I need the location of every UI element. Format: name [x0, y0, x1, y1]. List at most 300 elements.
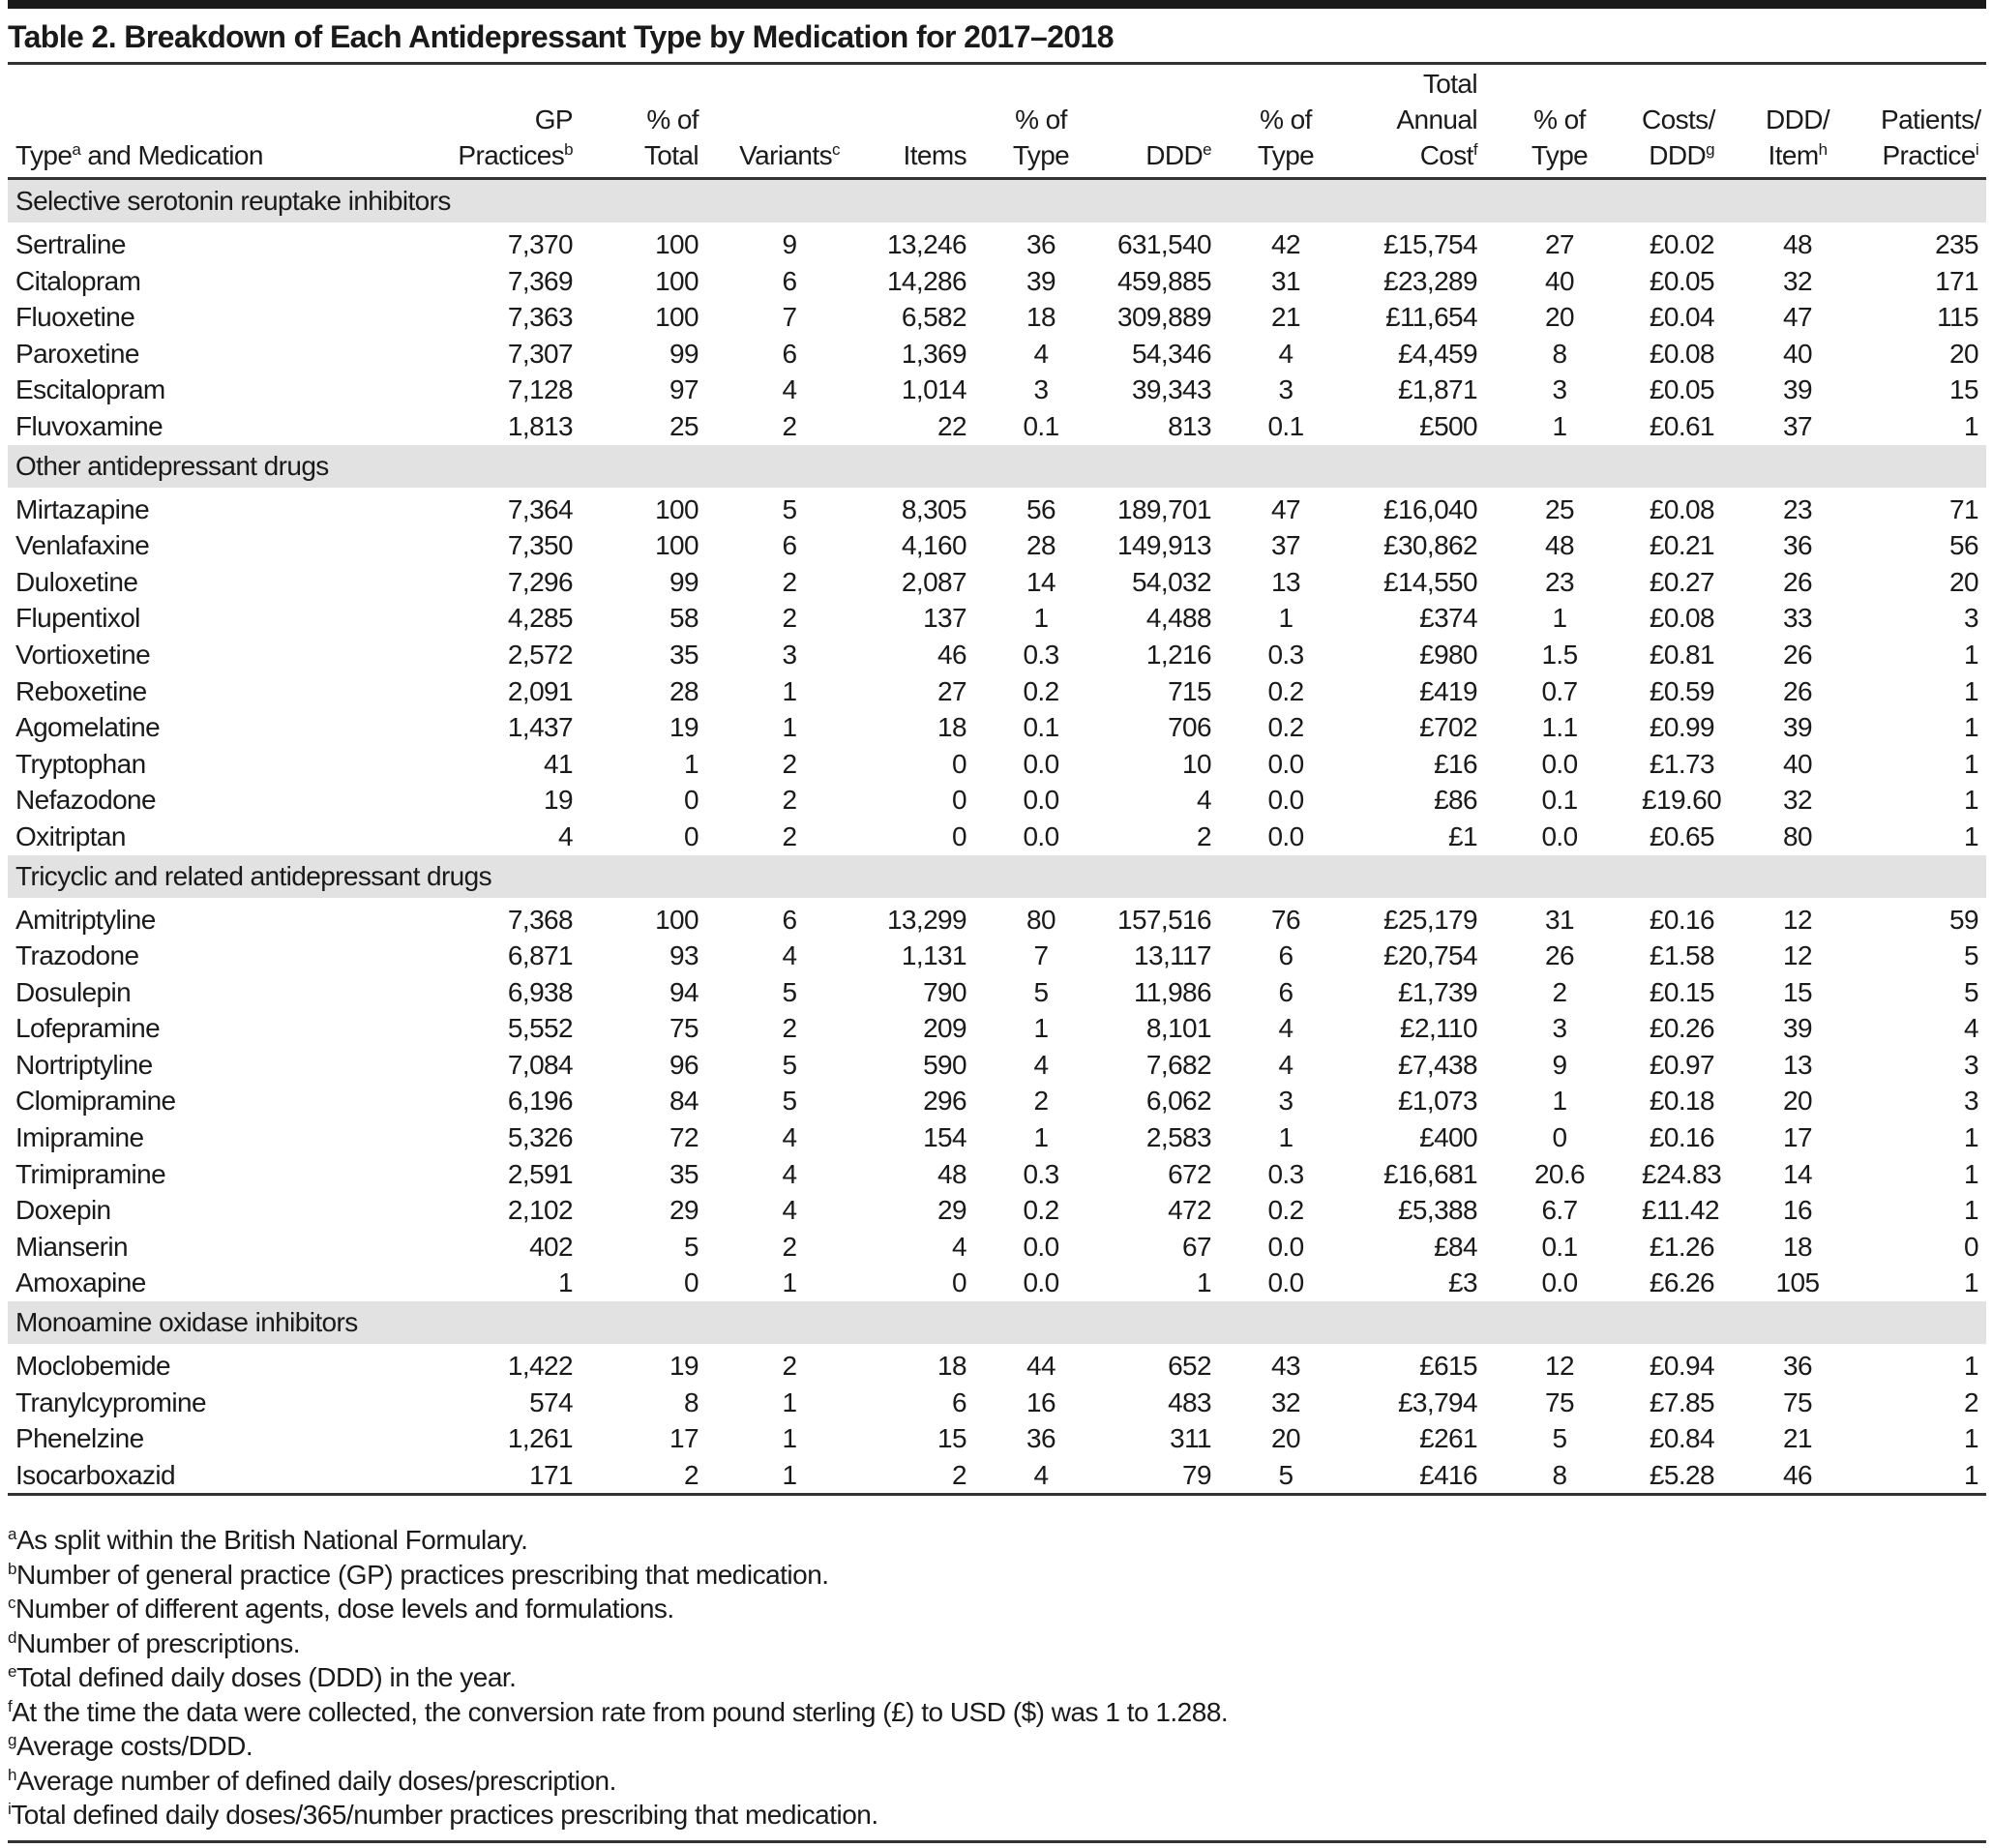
cell-patients-per-practice: 235 — [1935, 229, 1978, 259]
footnote — [8, 1660, 1228, 1695]
cell-pct-type-cost: 0.0 — [1541, 820, 1578, 851]
cell-gp-practices: 2,091 — [507, 675, 573, 706]
cell-ddd: 6,062 — [1145, 1086, 1211, 1117]
cell-type-medication: Mirtazapine — [15, 493, 150, 524]
header-text: Variants — [739, 140, 832, 170]
footnote-text: Number of prescriptions. — [15, 1627, 300, 1658]
cell-items: 6,582 — [901, 302, 966, 333]
header-label — [1115, 137, 1211, 173]
cell-items: 1,131 — [901, 940, 966, 971]
section-title: Monoamine oxidase inhibitors — [8, 1301, 1986, 1344]
cell-pct-type-ddd: 0.2 — [1267, 1195, 1304, 1226]
table-row — [8, 1010, 1986, 1047]
cell-pct-type-cost: 25 — [1545, 493, 1574, 524]
cell-pct-type-cost: 48 — [1545, 530, 1574, 561]
cell-pct-type-cost: 0.1 — [1541, 785, 1578, 816]
cell-variants: 2 — [782, 566, 797, 597]
header-type-medication — [8, 66, 445, 179]
footnote-marker: b — [8, 1559, 16, 1578]
cell-total-annual-cost: £7,438 — [1397, 1049, 1477, 1080]
cell-type-medication: Venlafaxine — [15, 530, 150, 561]
cell-costs-per-ddd: £0.84 — [1649, 1423, 1714, 1454]
cell-total-annual-cost: £416 — [1419, 1459, 1477, 1490]
cell-pct-type-ddd: 5 — [1278, 1459, 1293, 1490]
cell-pct-type-items: 0.0 — [1023, 1231, 1059, 1262]
cell-ddd-per-item: 36 — [1783, 530, 1812, 561]
cell-patients-per-practice: 1 — [1964, 1195, 1978, 1226]
cell-pct-type-ddd: 21 — [1271, 302, 1300, 333]
header-label — [1642, 137, 1714, 173]
cell-ddd: 54,032 — [1131, 566, 1211, 597]
cell-ddd: 4 — [1197, 785, 1211, 816]
cell-total-annual-cost: £14,550 — [1383, 566, 1477, 597]
cell-type-medication: Reboxetine — [15, 675, 147, 706]
cell-variants: 2 — [782, 1351, 797, 1382]
cell-variants: 9 — [782, 229, 797, 259]
footnote — [8, 1523, 1228, 1558]
cell-pct-type-items: 0.3 — [1023, 639, 1059, 670]
cell-gp-practices: 574 — [529, 1386, 573, 1417]
table-row — [8, 938, 1986, 974]
cell-total-annual-cost: £980 — [1419, 639, 1477, 670]
cell-pct-total: 93 — [669, 940, 699, 971]
cell-pct-type-items: 14 — [1026, 566, 1055, 597]
cell-pct-type-ddd: 0.3 — [1267, 1158, 1304, 1189]
cell-items: 15 — [937, 1423, 966, 1454]
cell-pct-type-ddd: 1 — [1278, 1122, 1293, 1153]
cell-total-annual-cost: £1,871 — [1397, 374, 1477, 405]
cell-items: 209 — [923, 1013, 966, 1044]
cell-costs-per-ddd: £1.73 — [1649, 748, 1714, 779]
cell-type-medication: Moclobemide — [15, 1351, 170, 1382]
cell-items: 18 — [937, 1351, 966, 1382]
cell-pct-total: 94 — [669, 976, 699, 1007]
cell-ddd-per-item: 21 — [1783, 1423, 1812, 1454]
cell-total-annual-cost: £23,289 — [1383, 265, 1477, 296]
cell-items: 27 — [937, 675, 966, 706]
cell-pct-type-ddd: 13 — [1271, 566, 1300, 597]
cell-pct-type-cost: 12 — [1545, 1351, 1574, 1382]
cell-pct-type-ddd: 0.1 — [1267, 410, 1304, 441]
footnote-marker: a — [8, 1525, 16, 1543]
header-line: % of — [1533, 104, 1586, 134]
cell-pct-type-ddd: 4 — [1278, 1013, 1293, 1044]
cell-costs-per-ddd: £0.08 — [1649, 493, 1714, 524]
cell-variants: 3 — [782, 639, 797, 670]
cell-costs-per-ddd: £0.97 — [1649, 1049, 1714, 1080]
cell-items: 1,369 — [901, 338, 966, 369]
cell-costs-per-ddd: £11.42 — [1642, 1195, 1719, 1226]
cell-gp-practices: 4 — [558, 820, 573, 851]
cell-ddd: 189,701 — [1116, 493, 1211, 524]
footnote-marker: a — [72, 140, 81, 159]
footnote — [8, 1592, 1228, 1626]
title-rule — [8, 62, 1986, 65]
cell-pct-type-items: 16 — [1026, 1386, 1055, 1417]
cell-variants: 4 — [782, 374, 797, 405]
cell-patients-per-practice: 3 — [1964, 1086, 1978, 1117]
header-text: Item — [1768, 140, 1819, 170]
cell-pct-type-cost: 9 — [1552, 1049, 1567, 1080]
cell-total-annual-cost: £419 — [1419, 675, 1477, 706]
cell-costs-per-ddd: £1.58 — [1649, 940, 1714, 971]
footnote-text: Total defined daily doses (DDD) in the year. — [15, 1662, 517, 1692]
cell-pct-type-ddd: 0.2 — [1267, 675, 1304, 706]
cell-variants: 2 — [782, 1231, 797, 1262]
cell-ddd-per-item: 14 — [1783, 1158, 1812, 1189]
cell-ddd: 2,583 — [1145, 1122, 1211, 1153]
cell-pct-type-items: 18 — [1026, 302, 1055, 333]
cell-costs-per-ddd: £0.08 — [1649, 338, 1714, 369]
cell-pct-total: 25 — [669, 410, 699, 441]
table-row — [8, 673, 1986, 710]
cell-total-annual-cost: £16,681 — [1383, 1158, 1477, 1189]
section-row — [8, 179, 1986, 224]
cell-pct-type-cost: 20 — [1545, 302, 1574, 333]
cell-gp-practices: 171 — [529, 1459, 573, 1490]
cell-ddd-per-item: 32 — [1783, 265, 1812, 296]
header-variants — [706, 66, 873, 179]
cell-pct-type-cost: 40 — [1545, 265, 1574, 296]
cell-items: 137 — [923, 603, 966, 634]
cell-pct-type-ddd: 76 — [1271, 904, 1300, 935]
cell-gp-practices: 1,261 — [507, 1423, 573, 1454]
cell-ddd: 157,516 — [1116, 904, 1211, 935]
cell-costs-per-ddd: £0.59 — [1649, 675, 1714, 706]
cell-pct-type-items: 0.1 — [1023, 410, 1059, 441]
section-title: Tricyclic and related antidepressant drugs — [8, 855, 1986, 898]
cell-ddd-per-item: 105 — [1775, 1267, 1820, 1298]
cell-ddd-per-item: 48 — [1783, 229, 1812, 259]
cell-ddd-per-item: 16 — [1783, 1195, 1812, 1226]
cell-ddd-per-item: 26 — [1783, 675, 1812, 706]
cell-pct-type-cost: 1 — [1552, 1086, 1567, 1117]
cell-items: 8,305 — [901, 493, 966, 524]
cell-variants: 1 — [782, 675, 797, 706]
cell-variants: 2 — [782, 1013, 797, 1044]
cell-variants: 2 — [782, 785, 797, 816]
cell-type-medication: Oxitriptan — [15, 820, 126, 851]
cell-items: 29 — [937, 1195, 966, 1226]
cell-pct-type-items: 0.0 — [1023, 748, 1059, 779]
antidepressant-table — [8, 66, 1986, 1496]
cell-type-medication: Isocarboxazid — [15, 1459, 175, 1490]
cell-pct-type-items: 4 — [1033, 1049, 1049, 1080]
cell-costs-per-ddd: £24.83 — [1642, 1158, 1722, 1189]
cell-type-medication: Fluoxetine — [15, 302, 135, 333]
cell-ddd-per-item: 12 — [1783, 940, 1812, 971]
cell-pct-type-ddd: 42 — [1271, 229, 1300, 259]
header-total-annual-cost — [1353, 66, 1485, 179]
cell-patients-per-practice: 5 — [1964, 976, 1978, 1007]
top-rule — [8, 0, 1986, 9]
cell-pct-total: 100 — [655, 229, 699, 259]
cell-total-annual-cost: £400 — [1419, 1122, 1477, 1153]
cell-variants: 1 — [782, 1386, 797, 1417]
bottom-rule — [8, 1495, 1986, 1497]
cell-variants: 6 — [782, 265, 797, 296]
cell-ddd: 472 — [1168, 1195, 1211, 1226]
cell-items: 0 — [952, 820, 966, 851]
cell-ddd: 4,488 — [1145, 603, 1211, 634]
cell-pct-type-items: 1 — [1033, 603, 1049, 634]
cell-variants: 5 — [782, 493, 797, 524]
cell-ddd-per-item: 23 — [1783, 493, 1812, 524]
footnote-text: As split within the British National Formulary. — [15, 1525, 528, 1555]
cell-variants: 4 — [782, 1195, 797, 1226]
cell-ddd: 54,346 — [1131, 338, 1211, 369]
header-pct-total — [580, 66, 706, 179]
footnote-text: Total defined daily doses/365/number practices prescribing that medication. — [11, 1800, 878, 1830]
table-row — [8, 902, 1986, 939]
cell-items: 13,246 — [886, 229, 966, 259]
cell-pct-type-ddd: 43 — [1271, 1351, 1300, 1382]
table-row — [8, 746, 1986, 783]
cell-pct-type-items: 7 — [1033, 940, 1049, 971]
header-label — [1730, 137, 1865, 173]
cell-pct-type-items: 0.3 — [1023, 1158, 1059, 1189]
cell-pct-total: 99 — [669, 566, 699, 597]
cell-patients-per-practice: 1 — [1964, 1423, 1978, 1454]
cell-pct-type-cost: 2 — [1552, 976, 1567, 1007]
cell-pct-type-items: 4 — [1033, 1459, 1049, 1490]
cell-total-annual-cost: £374 — [1419, 603, 1477, 634]
cell-ddd-per-item: 39 — [1783, 712, 1812, 743]
cell-costs-per-ddd: £0.94 — [1649, 1351, 1714, 1382]
cell-pct-type-cost: 23 — [1545, 566, 1574, 597]
cell-pct-total: 58 — [669, 603, 699, 634]
footnote — [8, 1798, 1228, 1833]
footnote — [8, 1558, 1228, 1593]
cell-items: 296 — [923, 1086, 966, 1117]
header-label — [1227, 137, 1345, 173]
cell-ddd-per-item: 39 — [1783, 1013, 1812, 1044]
header-line: GP — [534, 104, 573, 134]
header-ddd-per-item — [1722, 66, 1873, 179]
cell-pct-type-cost: 5 — [1552, 1423, 1567, 1454]
cell-items: 4 — [952, 1231, 966, 1262]
cell-ddd: 7,682 — [1145, 1049, 1211, 1080]
table-row — [8, 263, 1986, 300]
cell-pct-type-cost: 0 — [1552, 1122, 1567, 1153]
cell-total-annual-cost: £3,794 — [1397, 1386, 1477, 1417]
cell-pct-type-ddd: 0.3 — [1267, 639, 1304, 670]
cell-items: 2 — [952, 1459, 966, 1490]
cell-ddd-per-item: 32 — [1783, 785, 1812, 816]
header-pct-type-cost — [1485, 66, 1634, 179]
header-text: and Medication — [80, 140, 263, 170]
table-row — [8, 1348, 1986, 1385]
cell-pct-type-ddd: 0.0 — [1267, 1231, 1304, 1262]
cell-variants: 4 — [782, 940, 797, 971]
cell-patients-per-practice: 4 — [1964, 1013, 1978, 1044]
cell-costs-per-ddd: £0.21 — [1649, 530, 1714, 561]
cell-pct-total: 35 — [669, 639, 699, 670]
cell-total-annual-cost: £615 — [1419, 1351, 1477, 1382]
cell-pct-type-cost: 0.0 — [1541, 748, 1578, 779]
cell-type-medication: Trazodone — [15, 940, 139, 971]
cell-patients-per-practice: 1 — [1964, 820, 1978, 851]
cell-type-medication: Sertraline — [15, 229, 126, 259]
cell-pct-total: 75 — [669, 1013, 699, 1044]
cell-pct-total: 5 — [684, 1231, 699, 1262]
cell-pct-type-ddd: 37 — [1271, 530, 1300, 561]
cell-patients-per-practice: 15 — [1949, 374, 1978, 405]
cell-total-annual-cost: £16,040 — [1383, 493, 1477, 524]
table-row — [8, 492, 1986, 528]
cell-ddd: 715 — [1168, 675, 1211, 706]
cell-items: 13,299 — [886, 904, 966, 935]
cell-variants: 2 — [782, 748, 797, 779]
table-row — [8, 299, 1986, 336]
cell-costs-per-ddd: £0.81 — [1649, 639, 1714, 670]
cell-pct-type-cost: 1 — [1552, 603, 1567, 634]
cell-patients-per-practice: 3 — [1964, 1049, 1978, 1080]
cell-ddd: 8,101 — [1145, 1013, 1211, 1044]
cell-patients-per-practice: 2 — [1964, 1386, 1978, 1417]
cell-type-medication: Nefazodone — [15, 785, 157, 816]
cell-total-annual-cost: £500 — [1419, 410, 1477, 441]
cell-total-annual-cost: £4,459 — [1397, 338, 1477, 369]
cell-pct-type-items: 2 — [1033, 1086, 1049, 1117]
cell-total-annual-cost: £15,754 — [1383, 229, 1477, 259]
cell-ddd-per-item: 80 — [1783, 820, 1812, 851]
cell-type-medication: Vortioxetine — [15, 639, 151, 670]
cell-type-medication: Phenelzine — [15, 1423, 144, 1454]
cell-pct-type-ddd: 6 — [1278, 940, 1293, 971]
cell-patients-per-practice: 5 — [1964, 940, 1978, 971]
cell-pct-type-ddd: 6 — [1278, 976, 1293, 1007]
cell-patients-per-practice: 1 — [1964, 1351, 1978, 1382]
header-label — [880, 137, 966, 173]
header-gp-practices — [445, 66, 580, 179]
header-label — [588, 137, 699, 173]
cell-costs-per-ddd: £0.08 — [1649, 603, 1714, 634]
cell-patients-per-practice: 1 — [1964, 712, 1978, 743]
cell-pct-type-items: 56 — [1026, 493, 1055, 524]
cell-patients-per-practice: 59 — [1949, 904, 1978, 935]
header-line: Total — [1422, 69, 1477, 99]
cell-variants: 1 — [782, 1459, 797, 1490]
cell-pct-type-items: 0.0 — [1023, 1267, 1059, 1298]
cell-ddd-per-item: 39 — [1783, 374, 1812, 405]
footnotes — [8, 1523, 1228, 1833]
cell-pct-type-ddd: 0.0 — [1267, 1267, 1304, 1298]
cell-patients-per-practice: 1 — [1964, 410, 1978, 441]
cell-type-medication: Clomipramine — [15, 1086, 176, 1117]
table-row — [8, 1420, 1986, 1457]
cell-ddd-per-item: 37 — [1783, 410, 1812, 441]
cell-ddd-per-item: 17 — [1783, 1122, 1812, 1153]
cell-type-medication: Fluvoxamine — [15, 410, 164, 441]
cell-pct-type-ddd: 4 — [1278, 1049, 1293, 1080]
cell-gp-practices: 402 — [529, 1231, 573, 1262]
cell-pct-type-ddd: 47 — [1271, 493, 1300, 524]
cell-items: 6 — [952, 1386, 966, 1417]
cell-pct-type-items: 1 — [1033, 1122, 1049, 1153]
cell-variants: 6 — [782, 904, 797, 935]
cell-pct-total: 100 — [655, 265, 699, 296]
header-text: Type — [1531, 140, 1589, 170]
cell-gp-practices: 2,102 — [507, 1195, 573, 1226]
header-line: % of — [1260, 104, 1312, 134]
cell-variants: 1 — [782, 712, 797, 743]
cell-gp-practices: 2,591 — [507, 1158, 573, 1189]
table-row — [8, 782, 1986, 819]
section-title: Other antidepressant drugs — [8, 445, 1986, 488]
cell-pct-type-items: 0.0 — [1023, 785, 1059, 816]
cell-costs-per-ddd: £0.05 — [1649, 374, 1714, 405]
cell-pct-type-items: 44 — [1026, 1351, 1055, 1382]
cell-items: 48 — [937, 1158, 966, 1189]
cell-ddd: 483 — [1168, 1386, 1211, 1417]
header-costs-per-ddd — [1634, 66, 1722, 179]
cell-costs-per-ddd: £6.26 — [1649, 1267, 1714, 1298]
header-text: Items — [903, 140, 966, 170]
table-title: Table 2. Breakdown of Each Antidepressant Type by Medication for 2017–2018 — [8, 19, 1114, 54]
cell-variants: 7 — [782, 302, 797, 333]
header-row — [8, 66, 1986, 179]
cell-ddd-per-item: 13 — [1783, 1049, 1812, 1080]
cell-ddd: 2 — [1197, 820, 1211, 851]
cell-gp-practices: 1,813 — [507, 410, 573, 441]
table-row — [8, 336, 1986, 373]
footnote-marker: g — [8, 1731, 16, 1749]
footnote — [8, 1764, 1228, 1799]
cell-costs-per-ddd: £0.02 — [1649, 229, 1714, 259]
table-row — [8, 600, 1986, 637]
footnote-marker: h — [1818, 140, 1828, 159]
cell-gp-practices: 7,363 — [507, 302, 573, 333]
cell-patients-per-practice: 71 — [1949, 493, 1978, 524]
cell-ddd-per-item: 47 — [1783, 302, 1812, 333]
cell-ddd-per-item: 36 — [1783, 1351, 1812, 1382]
cell-pct-type-items: 5 — [1033, 976, 1049, 1007]
cell-total-annual-cost: £1,739 — [1397, 976, 1477, 1007]
cell-pct-total: 72 — [669, 1122, 699, 1153]
header-line: % of — [646, 104, 699, 134]
cell-variants: 5 — [782, 1049, 797, 1080]
cell-type-medication: Escitalopram — [15, 374, 165, 405]
header-items — [873, 66, 974, 179]
cell-gp-practices: 7,296 — [507, 566, 573, 597]
header-label — [453, 137, 573, 173]
cell-items: 0 — [952, 785, 966, 816]
cell-ddd-per-item: 75 — [1783, 1386, 1812, 1417]
cell-pct-total: 0 — [684, 820, 699, 851]
table-row — [8, 1083, 1986, 1119]
cell-gp-practices: 7,084 — [507, 1049, 573, 1080]
header-label — [1493, 137, 1626, 173]
cell-pct-type-cost: 31 — [1545, 904, 1574, 935]
footnote-marker: b — [564, 140, 573, 159]
header-text: Type — [15, 140, 73, 170]
footnote-marker: e — [8, 1662, 16, 1681]
cell-patients-per-practice: 1 — [1964, 785, 1978, 816]
cell-costs-per-ddd: £0.16 — [1649, 1122, 1714, 1153]
table-row — [8, 1457, 1986, 1495]
cell-gp-practices: 7,128 — [507, 374, 573, 405]
cell-pct-type-cost: 1.1 — [1541, 712, 1578, 743]
section-title: Selective serotonin reuptake inhibitors — [8, 179, 1986, 224]
cell-ddd-per-item: 46 — [1783, 1459, 1812, 1490]
cell-gp-practices: 7,368 — [507, 904, 573, 935]
cell-type-medication: Agomelatine — [15, 712, 161, 743]
cell-pct-total: 96 — [669, 1049, 699, 1080]
cell-costs-per-ddd: £0.27 — [1649, 566, 1714, 597]
cell-costs-per-ddd: £0.15 — [1649, 976, 1714, 1007]
cell-gp-practices: 6,938 — [507, 976, 573, 1007]
